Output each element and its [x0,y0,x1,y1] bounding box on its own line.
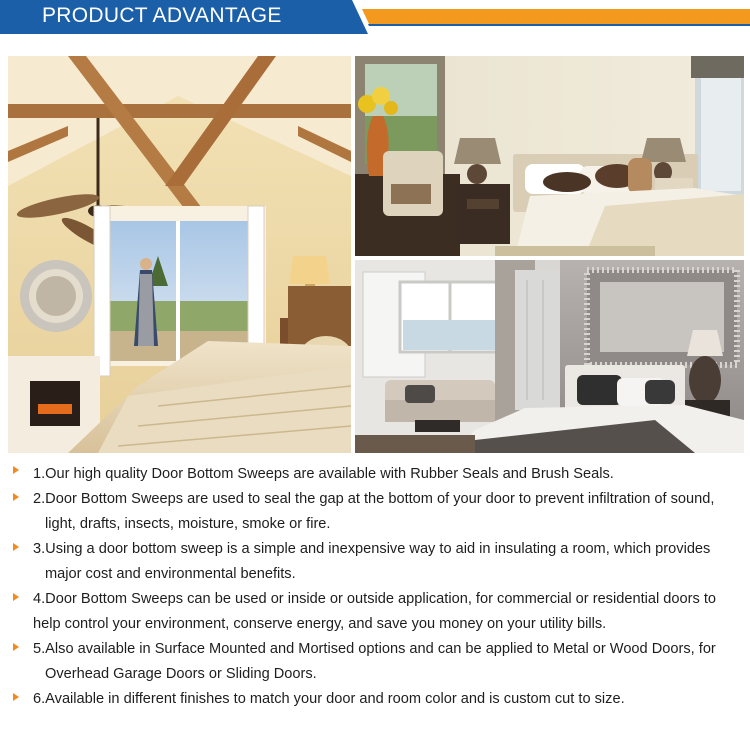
feature-text: 2.Door Bottom Sweeps are used to seal the gap at the bottom of your door to prevent infiltration of sound, [33,491,715,507]
bullet-arrow-icon [13,493,19,501]
list-item [0,487,750,537]
feature-text: 1.Our high quality Door Bottom Sweeps are available with Rubber Seals and Brush Seals. [33,466,614,482]
bullet-arrow-icon [13,543,19,551]
bullet-arrow-icon [13,693,19,701]
feature-text-continued: Overhead Garage Doors or Sliding Doors. [45,666,317,682]
feature-text-continued: light, drafts, insects, moisture, smoke or fire. [45,516,331,532]
bullet-arrow-icon [13,466,19,474]
gray-bedroom-photo [355,260,744,453]
feature-text: 4.Door Bottom Sweeps can be used or inside or outside application, for commercial or residential doors to [33,591,717,607]
feature-text: 5.Also available in Surface Mounted and Mortised options and can be applied to Metal or Wood Doors, for [33,641,716,657]
list-item [0,537,750,587]
list-item [0,637,750,687]
bedroom-vaulted-ceiling-photo [8,56,351,453]
feature-list [0,462,750,712]
list-item [0,587,750,637]
neutral-bedroom-photo [355,56,744,256]
list-item [0,687,750,712]
list-item [0,462,750,487]
feature-text-continued: help control your environment, conserve energy, and save you money on your utility bills. [33,616,607,632]
feature-text: 3.Using a door bottom sweep is a simple and inexpensive way to aid in insulating a room, which provides [33,541,711,557]
section-title: PRODUCT ADVANTAGE [42,4,282,27]
bullet-arrow-icon [13,643,19,651]
feature-text: 6.Available in different finishes to match your door and room color and is custom cut to size. [33,691,625,707]
bullet-arrow-icon [13,593,19,601]
section-header-banner [0,0,750,34]
feature-text-continued: major cost and environmental benefits. [45,566,296,582]
